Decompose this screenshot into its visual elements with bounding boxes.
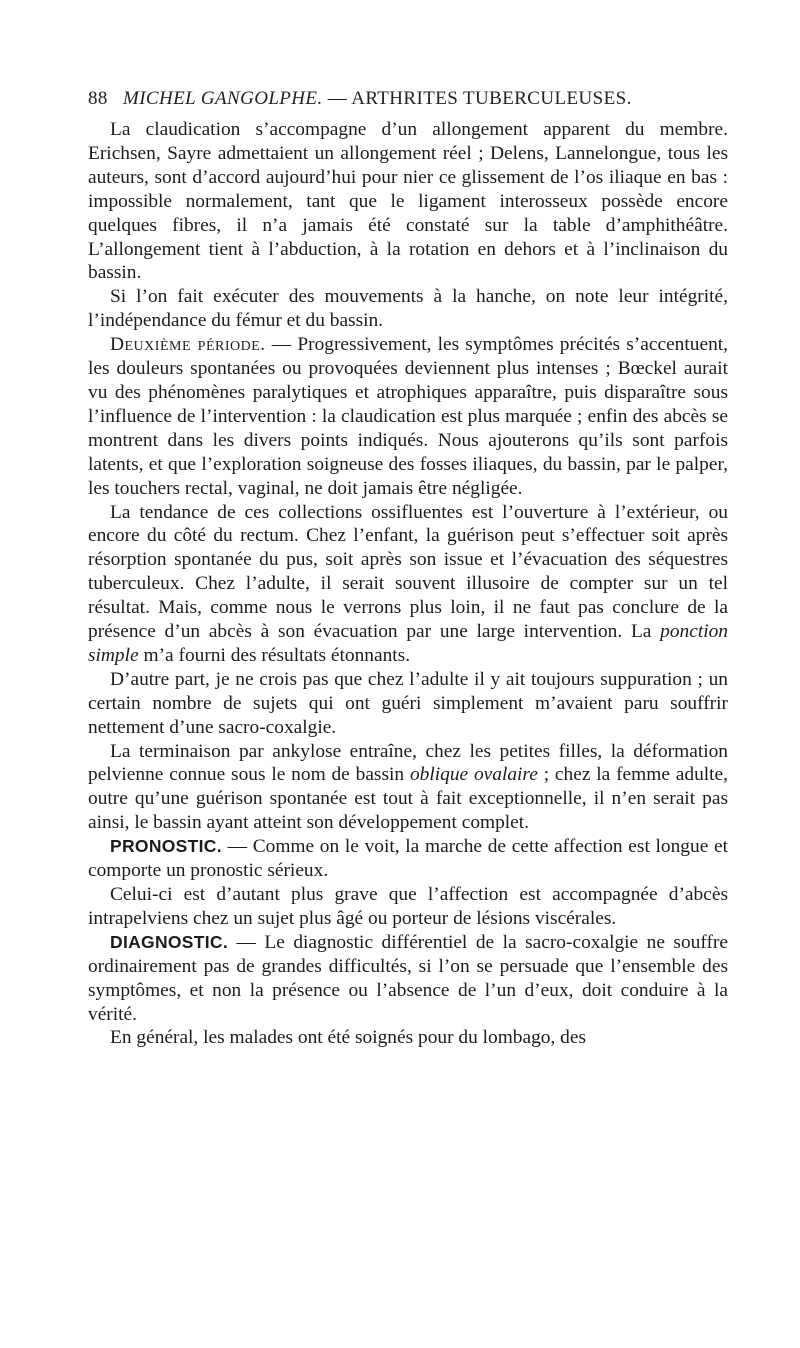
paragraph-ankylose: La terminaison par ankylose entraîne, chez les petites filles, la déformation pelvienne connue sous le nom de bassin oblique ovalaire ; chez la femme adulte, outre qu’une guérison spontanée est tout à fait exceptionnelle, il n’en serait pas ainsi, le bassin ayant atteint son développement complet. xyxy=(88,740,728,834)
running-head-author: MICHEL GANGOLPHE. xyxy=(122,88,323,109)
body-text xyxy=(88,118,728,1050)
paragraph-claudication: La claudication s’accompagne d’un allongement apparent du membre. Erichsen, Sayre admettaient un allongement réel ; Delens, Lannelongue, tous les auteurs, sont d’accord aujourd’hui pour nier ce glissement de l’os iliaque en bas : impossible normalement, tant que le ligament interosseux possède encore quelques fibres, il n’a jamais été constaté sur la table d’amphithéâtre. L’allongement tient à l’abduction, à la rotation en dehors et à l’inclinaison du bassin. xyxy=(88,119,728,284)
running-head-title: — ARTHRITES TUBERCULEUSES. xyxy=(327,88,632,109)
paragraph-diagnostic: DIAGNOSTIC. — Le diagnostic différentiel de la sacro-coxalgie ne souffre ordinairement pas de grandes difficultés, si l’on se persuade que l’ensemble des symptômes, et non la présence ou l’absence de l’un d’eux, doit conduire à la vérité. xyxy=(88,931,728,1025)
diagnostic-heading: DIAGNOSTIC. xyxy=(110,931,229,952)
paragraph-gravite: Celui-ci est d’autant plus grave que l’affection est accompagnée d’abcès intrapelviens chez un sujet plus âgé ou porteur de lésions viscérales. xyxy=(88,884,728,929)
running-head xyxy=(88,88,728,110)
paragraph-lombago: En général, les malades ont été soignés pour du lombago, des xyxy=(110,1027,587,1049)
paragraph-pronostic: PRONOSTIC. — Comme on le voit, la marche de cette affection est longue et comporte un pronostic sérieux. xyxy=(88,836,728,882)
paragraph-mouvements: Si l’on fait exécuter des mouvements à la hanche, on note leur intégrité, l’indépendance du fémur et du bassin. xyxy=(88,286,728,332)
page-number: 88 xyxy=(88,88,108,109)
paragraph-deuxieme-periode: Deuxième période. — Progressivement, les symptômes précités s’accentuent, les douleurs spontanées ou provoquées deviennent plus intenses ; Bœckel aurait vu des phénomènes paralytiques et atrophiques apparaître, puis disparaître sous l’influence de l’intervention : la claudication est plus marquée ; enfin des abcès se montrent dans les divers points indiqués. Nous ajouterons qu’ils sont parfois latents, et que l’exploration soigneuse des fosses iliaques, du bassin, par le palper, les touchers rectal, vaginal, ne doit jamais être négligée. xyxy=(88,334,729,499)
deuxieme-periode-heading: Deuxième période. xyxy=(110,334,266,356)
paragraph-suppuration: D’autre part, je ne crois pas que chez l’adulte il y ait toujours suppuration ; un certain nombre de sujets qui ont guéri simplement m’avaient paru souffrir nettement d’une sacro-coxalgie. xyxy=(88,668,728,738)
pronostic-heading: PRONOSTIC. xyxy=(110,836,222,857)
paragraph-collections: La tendance de ces collections ossifluentes est l’ouverture à l’extérieur, ou encore du côté du rectum. Chez l’enfant, la guérison peut s’effectuer soit après résorption spontanée du pus, soit après son issue et l’évacuation des séquestres tuberculeux. Chez l’adulte, il serait souvent illusoire de compter sur un tel résultat. Mais, comme nous le verrons plus loin, il ne faut pas conclure de la présence d’un abcès à son évacuation par une large intervention. La ponction simple m’a fourni des résultats étonnants. xyxy=(88,501,728,666)
